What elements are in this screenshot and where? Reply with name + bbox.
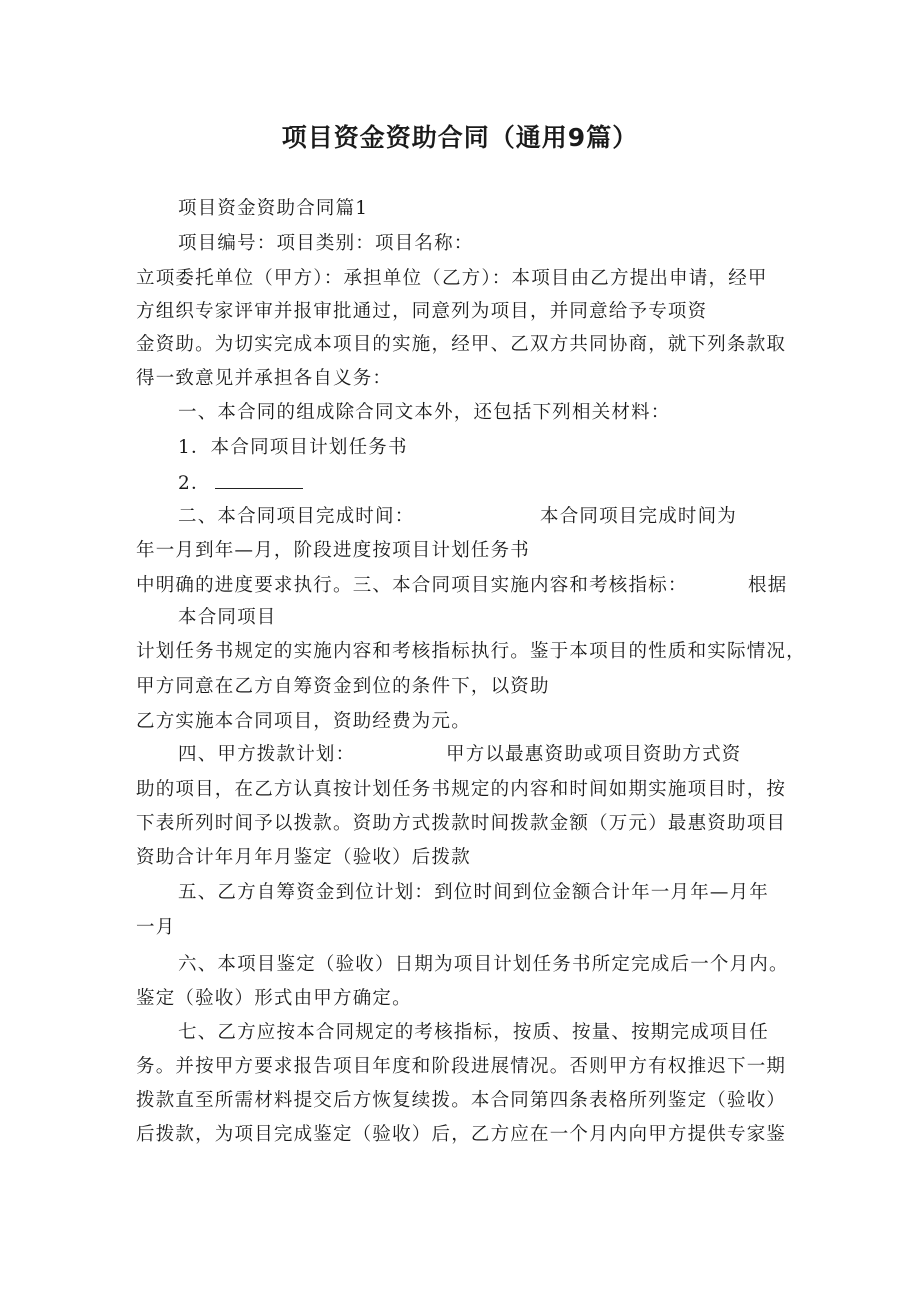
clause-2-continued: 本合同项目完成时间为 [540,506,738,527]
document-title: 项目资金资助合同（通用9篇） [281,123,639,152]
clause-3-continued: 根据 [748,575,788,596]
clause-1-item-1: 1．本合同项目计划任务书 [178,437,408,458]
paragraph-line: 务。并按甲方要求报告项目年度和阶段进展情况。否则甲方有权推迟下一期 [136,1056,787,1077]
paragraph-line: 拨款直至所需材料提交后方恢复续拨。本合同第四条表格所列鉴定（验收） [136,1090,787,1111]
paragraph-line: 一月 [136,917,176,938]
paragraph-line: 方组织专家评审并报审批通过，同意列为项目，并同意给予专项资 [136,301,708,322]
paragraph-line: 年一月到年—月，阶段进度按项目计划任务书 [136,540,531,561]
clause-4: 四、甲方拨款计划： [178,744,356,765]
paragraph-line: 后拨款，为项目完成鉴定（验收）后，乙方应在一个月内向甲方提供专家鉴 [136,1124,787,1145]
blank-underline [215,470,303,489]
clause-6: 六、本项目鉴定（验收）日期为项目计划任务书所定完成后一个月内。 [178,954,789,975]
clause-3: 中明确的进度要求执行。三、本合同项目实施内容和考核指标： [136,575,688,596]
paragraph-line: 鉴定（验收）形式由甲方确定。 [136,988,412,1009]
clause-5: 五、乙方自筹资金到位计划：到位时间到位金额合计年一月年—月年 [178,882,770,903]
paragraph-line: 计划任务书规定的实施内容和考核指标执行。鉴于本项目的性质和实际情况， [136,641,806,662]
paragraph-line: 甲方同意在乙方自筹资金到位的条件下，以资助 [136,676,550,697]
section-heading-1: 项目资金资助合同篇1 [178,198,369,219]
project-info-line: 项目编号：项目类别：项目名称： [178,233,474,254]
clause-1-item-2: 2． [178,470,303,496]
paragraph-line: 助的项目，在乙方认真按计划任务书规定的内容和时间如期实施项目时，按 [136,779,787,800]
paragraph-line: 立项委托单位（甲方）：承担单位（乙方）：本项目由乙方提出申请，经甲 [136,268,768,289]
paragraph-line: 乙方实施本合同项目，资助经费为元。 [136,711,471,732]
clause-2: 二、本合同项目完成时间： [178,506,415,527]
paragraph-line: 本合同项目 [178,607,277,628]
paragraph-line: 得一致意见并承担各自义务： [136,368,393,389]
paragraph-line: 下表所列时间予以拨款。资助方式拨款时间拨款金额（万元）最惠资助项目 [136,813,787,834]
paragraph-line: 资助合计年月年月鉴定（验收）后拨款 [136,847,471,868]
clause-7: 七、乙方应按本合同规定的考核指标，按质、按量、按期完成项目任 [178,1022,770,1043]
clause-4-continued: 甲方以最惠资助或项目资助方式资 [446,744,742,765]
paragraph-line: 金资助。为切实完成本项目的实施，经甲、乙双方共同协商，就下列条款取 [136,334,787,355]
clause-1: 一、本合同的组成除合同文本外，还包括下列相关材料： [178,402,671,423]
